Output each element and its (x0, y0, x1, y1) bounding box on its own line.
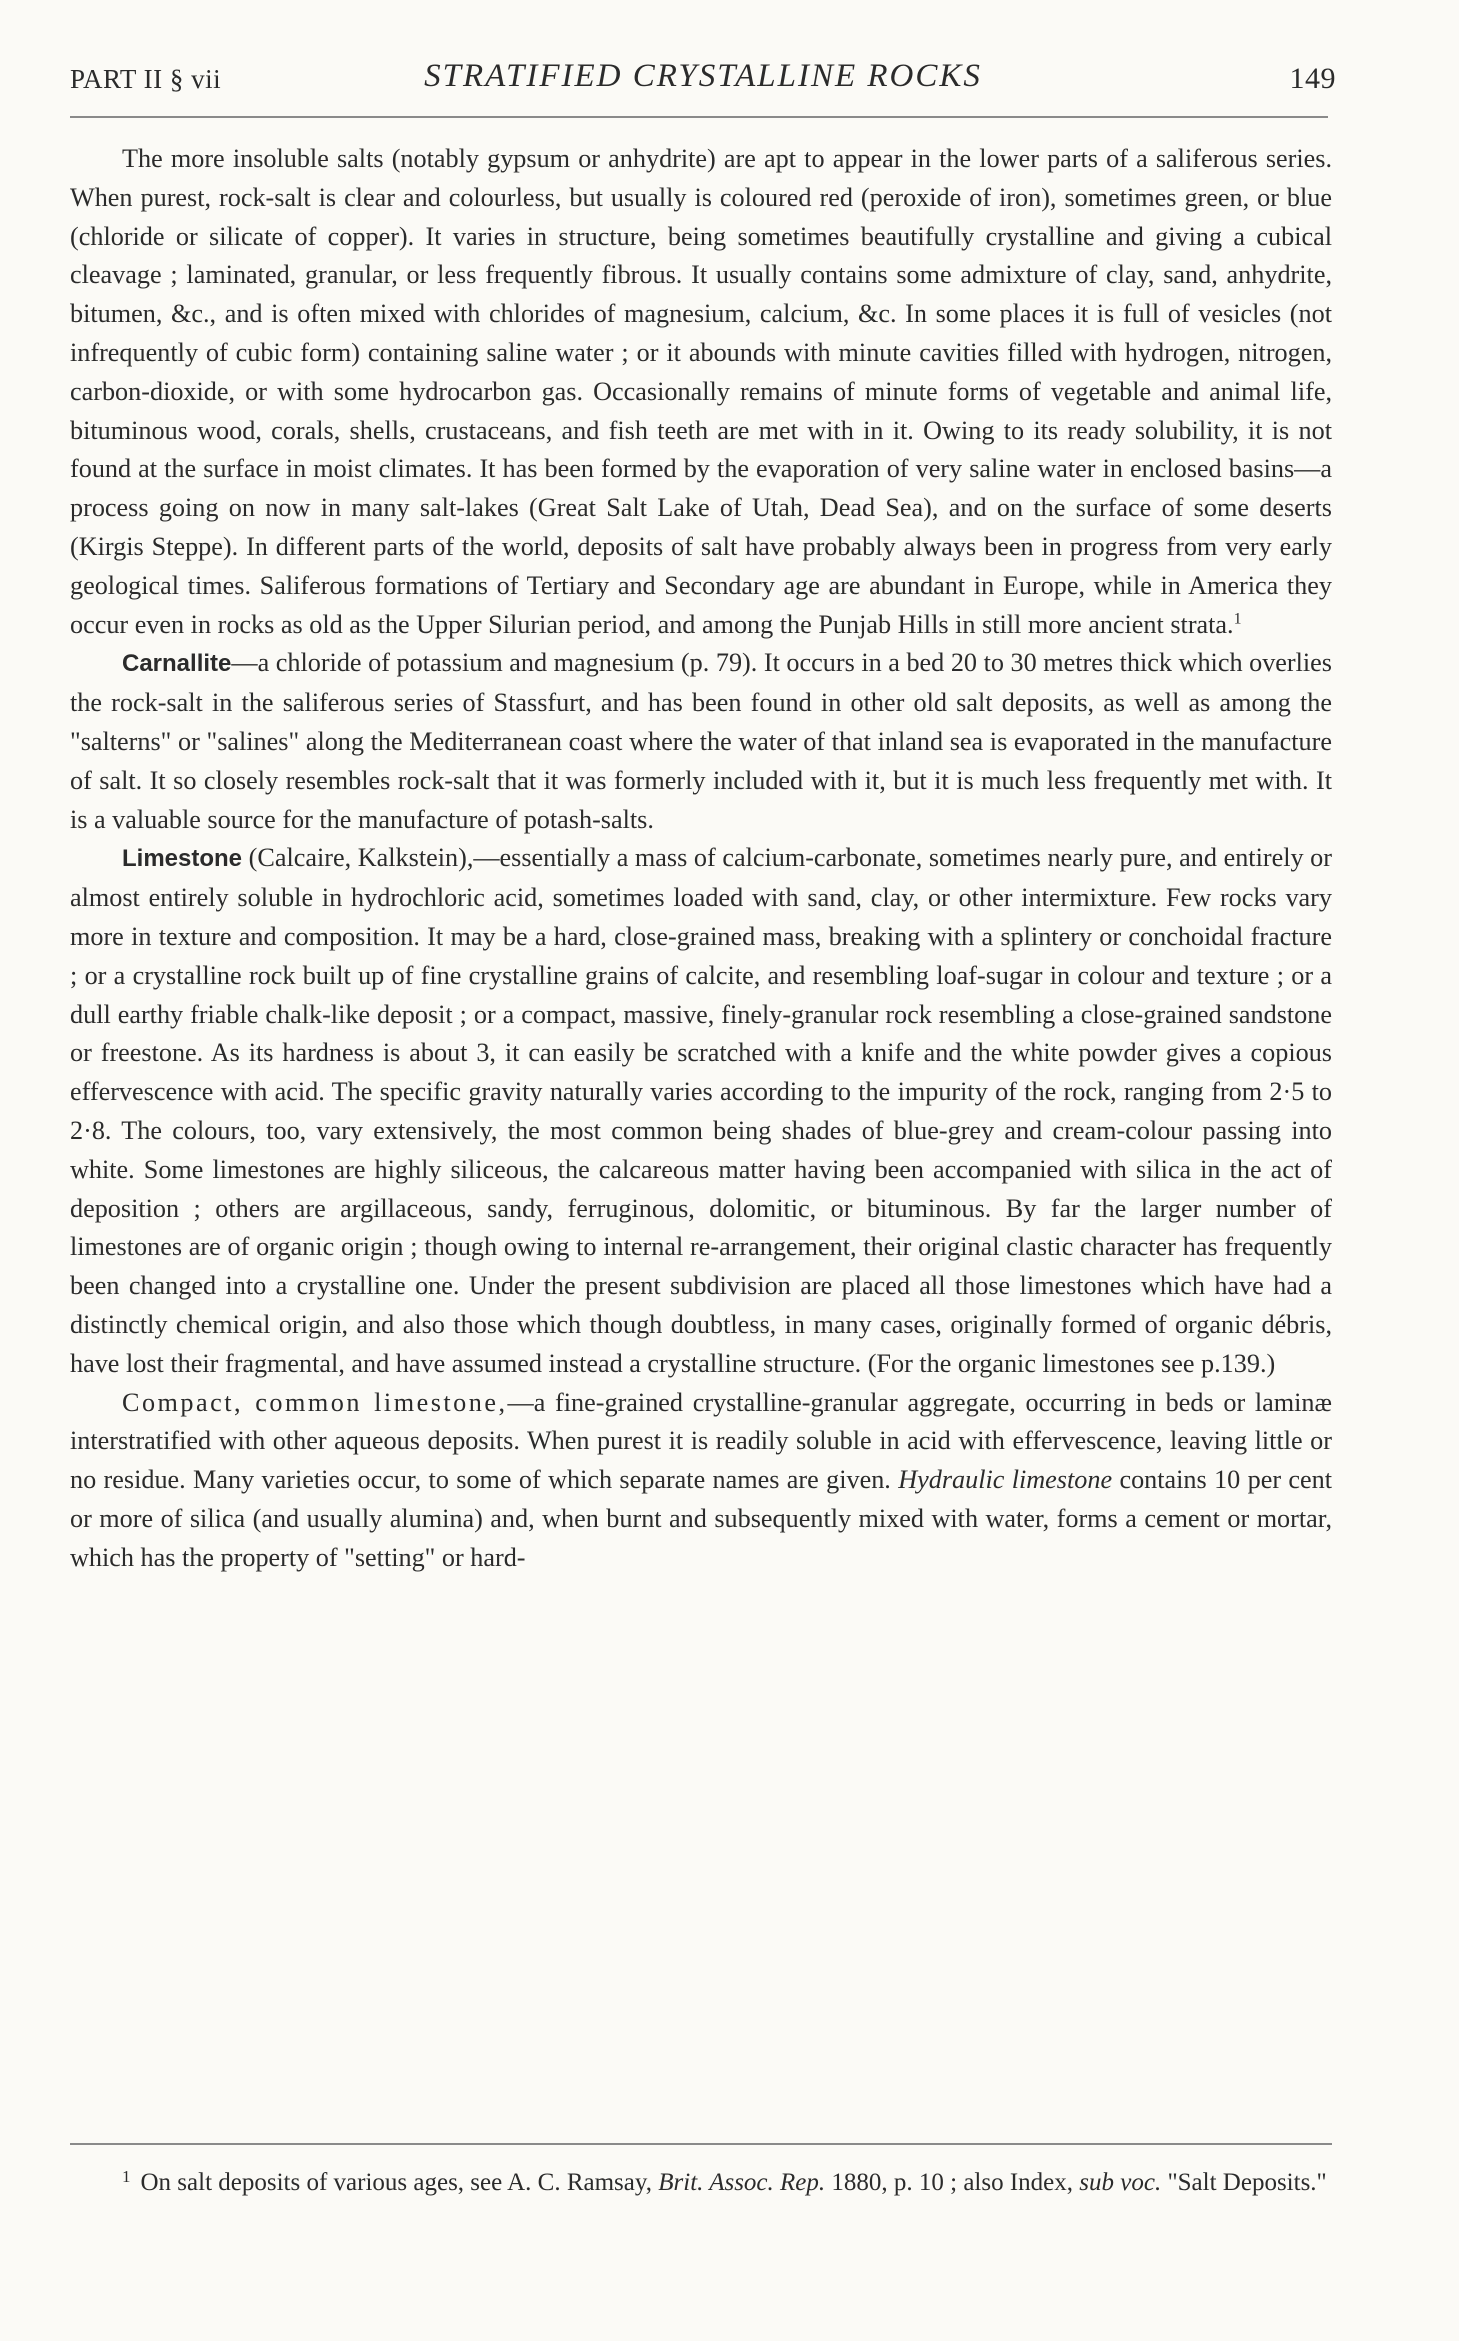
footnote-divider (70, 2143, 1332, 2145)
running-title: STRATIFIED CRYSTALLINE ROCKS (424, 58, 982, 94)
footnote-text-part: On salt deposits of various ages, see A. C. Ramsay, (140, 2169, 659, 2196)
term-heading: Carnallite (122, 650, 232, 678)
footnote-reference[interactable]: 1 (1233, 609, 1242, 627)
citation-term: sub voc. (1079, 2169, 1162, 2196)
footnote-text-part: 1880, p. 10 ; also Index, (825, 2169, 1080, 2196)
paragraph-rock-salt (70, 140, 1332, 644)
running-header (70, 58, 1336, 102)
paragraph-text: —a chloride of potassium and magnesium (p. 79). It occurs in a bed 20 to 30 metres thick which overlies the rock-salt in the saliferous series of Stassfurt, and has been found in other old salt deposits, as well as among the "salterns" or "salines" along the Mediterranean coast where the water of that inland sea is evaporated in the manufacture of salt. It so closely resembles rock-salt that it was formerly included with it, but it is much less frequently met with. It is a valuable source for the manufacture of potash-salts. (70, 648, 1332, 834)
term-heading: Compact, common limestone, (122, 1387, 508, 1417)
footnote-text (70, 2158, 1332, 2202)
paragraph-text: (Calcaire, Kalkstein),—essentially a mass of calcium-carbonate, sometimes nearly pure, and entirely or almost entirely soluble in hydrochloric acid, sometimes loaded with sand, clay, or other intermixture. Few rocks vary more in texture and composition. It may be a hard, close-grained mass, breaking with a splintery or conchoidal fracture ; or a crystalline rock built up of fine crystalline grains of calcite, and resembling loaf-sugar in colour and texture ; or a dull earthy friable chalk-like deposit ; or a compact, massive, finely-granular rock resembling a close-grained sandstone or freestone. As its hardness is about 3, it can easily be scratched with a knife and the white powder gives a copious effervescence with acid. The specific gravity naturally varies according to the impurity of the rock, ranging from 2·5 to 2·8. The colours, too, vary extensively, the most common being shades of blue-grey and cream-colour passing into white. Some limestones are highly siliceous, the calcareous matter having been accompanied with silica in the act of deposition ; others are argillaceous, sandy, ferruginous, dolomitic, or bituminous. By far the larger number of limestones are of organic origin ; though owing to internal re-arrangement, their original clastic character has frequently been changed into a crystalline one. Under the present subdivision are placed all those limestones which have had a distinctly chemical origin, and also those which though doubtless, in many cases, originally formed of organic débris, have lost their fragmental, and have assumed instead a crystalline structure. (For the organic limestones see p.139.) (70, 843, 1332, 1378)
footnote-text-part: "Salt Deposits." (1161, 2169, 1327, 2196)
italic-term: Hydraulic limestone (898, 1465, 1113, 1495)
header-divider (70, 116, 1328, 118)
paragraph-text: contains 10 per cent or more of silica (and usually alumina) and, when burnt and subsequently mixed with water, forms a cement or mortar, which has the property of "setting" or hard- (70, 1465, 1333, 1572)
citation-title: Brit. Assoc. Rep. (658, 2169, 826, 2196)
paragraph-text: The more insoluble salts (notably gypsum or anhydrite) are apt to appear in the lower parts of a saliferous series. When purest, rock-salt is clear and colourless, but usually is coloured red (peroxide of iron), sometimes green, or blue (chloride or silicate of copper). It varies in structure, being sometimes beautifully crystalline and giving a cubical cleavage ; laminated, granular, or less frequently fibrous. It usually contains some admixture of clay, sand, anhydrite, bitumen, &c., and is often mixed with chlorides of magnesium, calcium, &c. In some places it is full of vesicles (not infrequently of cubic form) containing saline water ; or it abounds with minute cavities filled with hydrogen, nitrogen, carbon-dioxide, or with some hydrocarbon gas. Occasionally remains of minute forms of vegetable and animal life, bituminous wood, corals, shells, crustaceans, and fish teeth are met with in it. Owing to its ready solubility, it is not found at the surface in moist climates. It has been formed by the evaporation of very saline water in enclosed basins—a process going on now in many salt-lakes (Great Salt Lake of Utah, Dead Sea), and on the surface of some deserts (Kirgis Steppe). In different parts of the world, deposits of salt have probably always been in progress from very early geological times. Saliferous formations of Tertiary and Secondary age are abundant in Europe, while in America they occur even in rocks as old as the Upper Silurian period, and among the Punjab Hills in still more ancient strata. (70, 144, 1332, 639)
term-heading: Limestone (122, 845, 243, 873)
body-text (70, 140, 1332, 1577)
paragraph-compact-limestone (70, 1384, 1332, 1578)
paragraph-text: —a fine-grained crystalline-granular aggregate, occurring in beds or laminæ interstratified with other aqueous deposits. When purest it is readily soluble in acid with effervescence, leaving little or no residue. Many varieties occur, to some of which separate names are given. (70, 1387, 1332, 1495)
paragraph-limestone (70, 839, 1332, 1383)
section-label: PART II § vii (70, 64, 222, 94)
paragraph-carnallite (70, 644, 1332, 839)
footnote (70, 2158, 1332, 2202)
page-number: 149 (1289, 62, 1336, 95)
footnote-marker: 1 (122, 2167, 131, 2186)
